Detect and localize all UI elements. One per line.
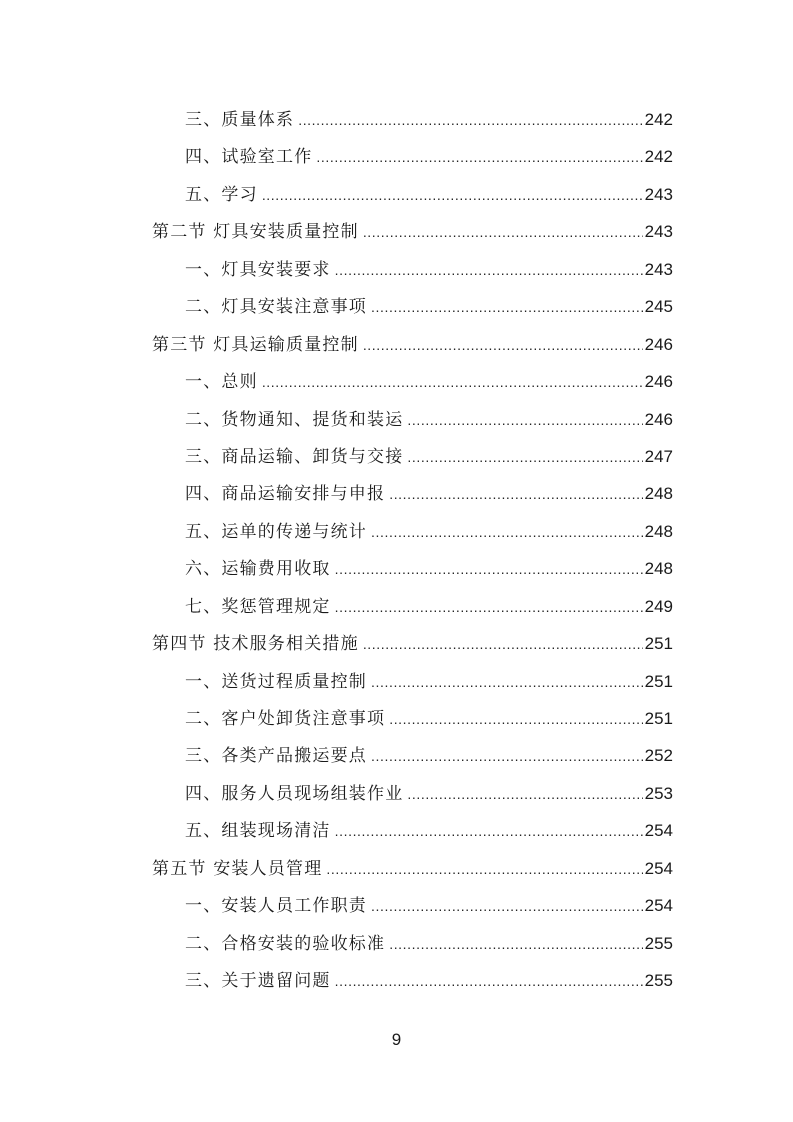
toc-entry-page: 248 xyxy=(644,559,673,579)
toc-entry-title: 五、运单的传递与统计 xyxy=(185,521,367,542)
toc-section-title: 第三节 灯具运输质量控制 xyxy=(152,334,359,355)
toc-entry[interactable] xyxy=(0,138,793,175)
toc-entry-title: 五、学习 xyxy=(185,184,258,205)
toc-dot-leader xyxy=(407,439,642,476)
toc-entry-page: 255 xyxy=(644,933,673,953)
toc-dot-leader xyxy=(262,177,643,214)
toc-entry-page: 253 xyxy=(644,783,673,803)
toc-dot-leader xyxy=(363,214,643,251)
toc-dot-leader xyxy=(335,589,643,626)
toc-entry-page: 243 xyxy=(644,222,673,242)
toc-entry-page: 254 xyxy=(644,821,673,841)
toc-entry-page: 245 xyxy=(644,297,673,317)
toc-entry-page: 242 xyxy=(644,110,673,129)
toc-entry-title: 一、送货过程质量控制 xyxy=(185,671,367,692)
toc-entry[interactable] xyxy=(0,363,793,400)
toc-dot-leader xyxy=(363,626,643,663)
toc-entry-title: 三、关于遗留问题 xyxy=(185,971,331,992)
toc-entry-title: 七、奖惩管理规定 xyxy=(185,596,331,617)
toc-section-title: 第五节 安装人员管理 xyxy=(152,858,323,879)
toc-entry-title: 三、质量体系 xyxy=(185,110,295,130)
toc-entry[interactable] xyxy=(0,962,793,999)
toc-dot-leader xyxy=(262,364,643,401)
toc-dot-leader xyxy=(335,551,643,588)
toc-dot-leader xyxy=(407,402,642,439)
toc-entry[interactable] xyxy=(0,475,793,512)
toc-dot-leader xyxy=(371,888,643,925)
toc-entry-title: 三、各类产品搬运要点 xyxy=(185,746,367,767)
toc-entry-page: 251 xyxy=(644,634,673,654)
toc-entry-page: 252 xyxy=(644,746,673,766)
toc-dot-leader xyxy=(389,476,642,513)
toc-section-entry[interactable] xyxy=(0,850,793,887)
toc-dot-leader xyxy=(335,813,643,850)
toc-entry-title: 六、运输费用收取 xyxy=(185,559,331,580)
toc-entry-page: 251 xyxy=(644,709,673,728)
toc-entry-page: 251 xyxy=(644,671,673,691)
toc-entry-title: 五、组装现场清洁 xyxy=(185,821,331,842)
toc-entry[interactable] xyxy=(0,438,793,475)
toc-entry-title: 四、商品运输安排与申报 xyxy=(185,484,386,505)
toc-entry[interactable] xyxy=(0,812,793,849)
toc-entry-page: 249 xyxy=(644,596,673,616)
toc-dot-leader xyxy=(389,926,642,963)
toc-entry-title: 二、灯具安装注意事项 xyxy=(185,297,367,318)
toc-dot-leader xyxy=(335,963,643,1000)
toc-entry-page: 255 xyxy=(644,971,673,991)
toc-entry[interactable] xyxy=(0,401,793,438)
toc-entry-page: 254 xyxy=(644,896,673,916)
toc-dot-leader xyxy=(316,139,642,176)
toc-entry-page: 254 xyxy=(644,858,673,878)
toc-entry[interactable] xyxy=(0,251,793,288)
toc-entry-page: 243 xyxy=(644,184,673,204)
toc-dot-leader xyxy=(326,851,642,888)
table-of-contents xyxy=(0,101,793,1000)
toc-entry[interactable] xyxy=(0,925,793,962)
toc-entry[interactable] xyxy=(0,176,793,213)
toc-entry[interactable] xyxy=(0,513,793,550)
toc-section-entry[interactable] xyxy=(0,625,793,662)
toc-entry-page: 248 xyxy=(644,484,673,504)
toc-entry-title: 二、货物通知、提货和装运 xyxy=(185,409,404,430)
toc-entry[interactable] xyxy=(0,550,793,587)
toc-entry-page: 242 xyxy=(644,147,673,167)
toc-dot-leader xyxy=(371,289,643,326)
toc-entry-page: 246 xyxy=(644,334,673,354)
toc-dot-leader xyxy=(407,776,642,813)
toc-entry-title: 二、合格安装的验收标准 xyxy=(185,933,386,954)
toc-entry[interactable] xyxy=(0,663,793,700)
toc-entry[interactable] xyxy=(0,700,793,737)
toc-section-title: 第二节 灯具安装质量控制 xyxy=(152,222,359,243)
toc-entry[interactable] xyxy=(0,737,793,774)
toc-entry-title: 一、安装人员工作职责 xyxy=(185,896,367,917)
toc-entry[interactable] xyxy=(0,775,793,812)
toc-entry-page: 247 xyxy=(644,446,673,466)
toc-dot-leader xyxy=(298,102,642,139)
toc-entry[interactable] xyxy=(0,288,793,325)
toc-entry[interactable] xyxy=(0,588,793,625)
toc-dot-leader xyxy=(335,252,643,289)
toc-entry-page: 248 xyxy=(644,521,673,541)
toc-entry-title: 一、总则 xyxy=(185,372,258,393)
toc-entry-page: 246 xyxy=(644,372,673,392)
toc-section-title: 第四节 技术服务相关措施 xyxy=(152,634,359,655)
toc-entry[interactable] xyxy=(0,887,793,924)
toc-entry-title: 一、灯具安装要求 xyxy=(185,259,331,280)
toc-dot-leader xyxy=(371,664,643,701)
toc-entry-title: 四、服务人员现场组装作业 xyxy=(185,783,404,804)
toc-entry-page: 246 xyxy=(644,409,673,429)
toc-entry-page: 243 xyxy=(644,259,673,279)
toc-dot-leader xyxy=(363,327,643,364)
toc-dot-leader xyxy=(389,701,642,738)
toc-entry-title: 四、试验室工作 xyxy=(185,147,313,168)
toc-entry-title: 三、商品运输、卸货与交接 xyxy=(185,446,404,467)
toc-entry[interactable] xyxy=(0,101,793,138)
toc-entry-title: 二、客户处卸货注意事项 xyxy=(185,709,386,729)
toc-dot-leader xyxy=(371,514,643,551)
toc-section-entry[interactable] xyxy=(0,326,793,363)
toc-section-entry[interactable] xyxy=(0,213,793,250)
page-number: 9 xyxy=(391,1030,402,1049)
toc-dot-leader xyxy=(371,738,643,775)
